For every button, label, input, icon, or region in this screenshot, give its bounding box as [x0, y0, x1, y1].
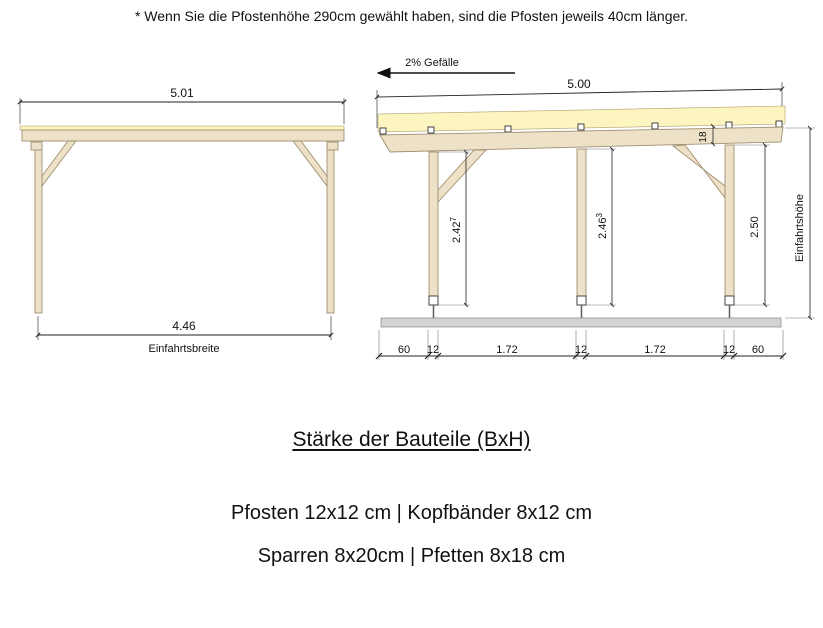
slope-label: 2% Gefälle [405, 57, 459, 69]
post-height-note: * Wenn Sie die Pfostenhöhe 290cm gewählt haben, sind die Pfosten jeweils 40cm länger. [134, 8, 689, 24]
side-middle-post [577, 149, 586, 305]
front-clear-width-caption: Einfahrtsbreite [148, 343, 220, 355]
ground-slab [381, 318, 781, 327]
dim-post-right: 12 [722, 344, 736, 356]
post-shoe [429, 296, 438, 305]
front-total-width-dimension [20, 86, 344, 124]
post-shoes [429, 296, 734, 318]
slope-indicator [378, 57, 515, 73]
front-roof-sheet [20, 126, 344, 130]
front-left-post [35, 145, 42, 313]
purlin [380, 128, 386, 134]
purlin [776, 121, 782, 127]
bottom-dimension-chain [376, 330, 786, 360]
dim-post-middle: 12 [574, 344, 588, 356]
dim-span-left: 1.72 [496, 344, 518, 356]
side-left-brace [438, 150, 486, 202]
front-right-post [327, 145, 334, 313]
specs-line-2: Sparren 8x20cm | Pfetten 8x18 cm [257, 545, 566, 567]
left-post-height-label: 2.42$^7$ [449, 217, 463, 243]
front-clear-width-label: 4.46 [172, 319, 196, 333]
middle-post-height-dimension [586, 149, 616, 305]
front-left-post-head [31, 142, 42, 150]
side-right-brace [673, 145, 725, 198]
post-shoe [577, 296, 586, 305]
post-shoe [725, 296, 734, 305]
right-post-height-dimension [734, 145, 770, 305]
specs-line-1: Pfosten 12x12 cm | Kopfbänder 8x12 cm [231, 502, 592, 524]
side-right-post [725, 145, 734, 305]
front-view [20, 86, 344, 355]
dim-overhang-right: 60 [751, 344, 765, 356]
dim-post-left: 12 [426, 344, 440, 356]
purlin [428, 127, 434, 133]
front-total-width-label: 5.01 [170, 86, 194, 100]
purlin [652, 123, 658, 129]
front-clear-width-dimension [38, 316, 331, 355]
purlin [578, 124, 584, 130]
front-right-brace [293, 141, 327, 186]
purlin [505, 126, 511, 132]
purlin [726, 122, 732, 128]
side-view [376, 57, 815, 360]
side-left-post [429, 152, 438, 305]
front-roof-beam [22, 130, 344, 141]
front-left-brace [42, 141, 76, 186]
specs-title: Stärke der Bauteile (BxH) [292, 428, 531, 451]
right-post-height-label: 2.50 [749, 216, 761, 238]
clearance-height-dimension [785, 128, 815, 318]
front-right-post-head [327, 142, 338, 150]
purlin-height-label: 18 [698, 131, 709, 143]
specs-heading [0, 428, 823, 452]
clearance-height-label: Einfahrtshöhe [794, 194, 806, 262]
dim-overhang-left: 60 [397, 344, 411, 356]
side-total-length-label: 5.00 [567, 77, 591, 91]
dim-span-right: 1.72 [644, 344, 666, 356]
middle-post-height-label: 2.46$^3$ [595, 213, 609, 239]
